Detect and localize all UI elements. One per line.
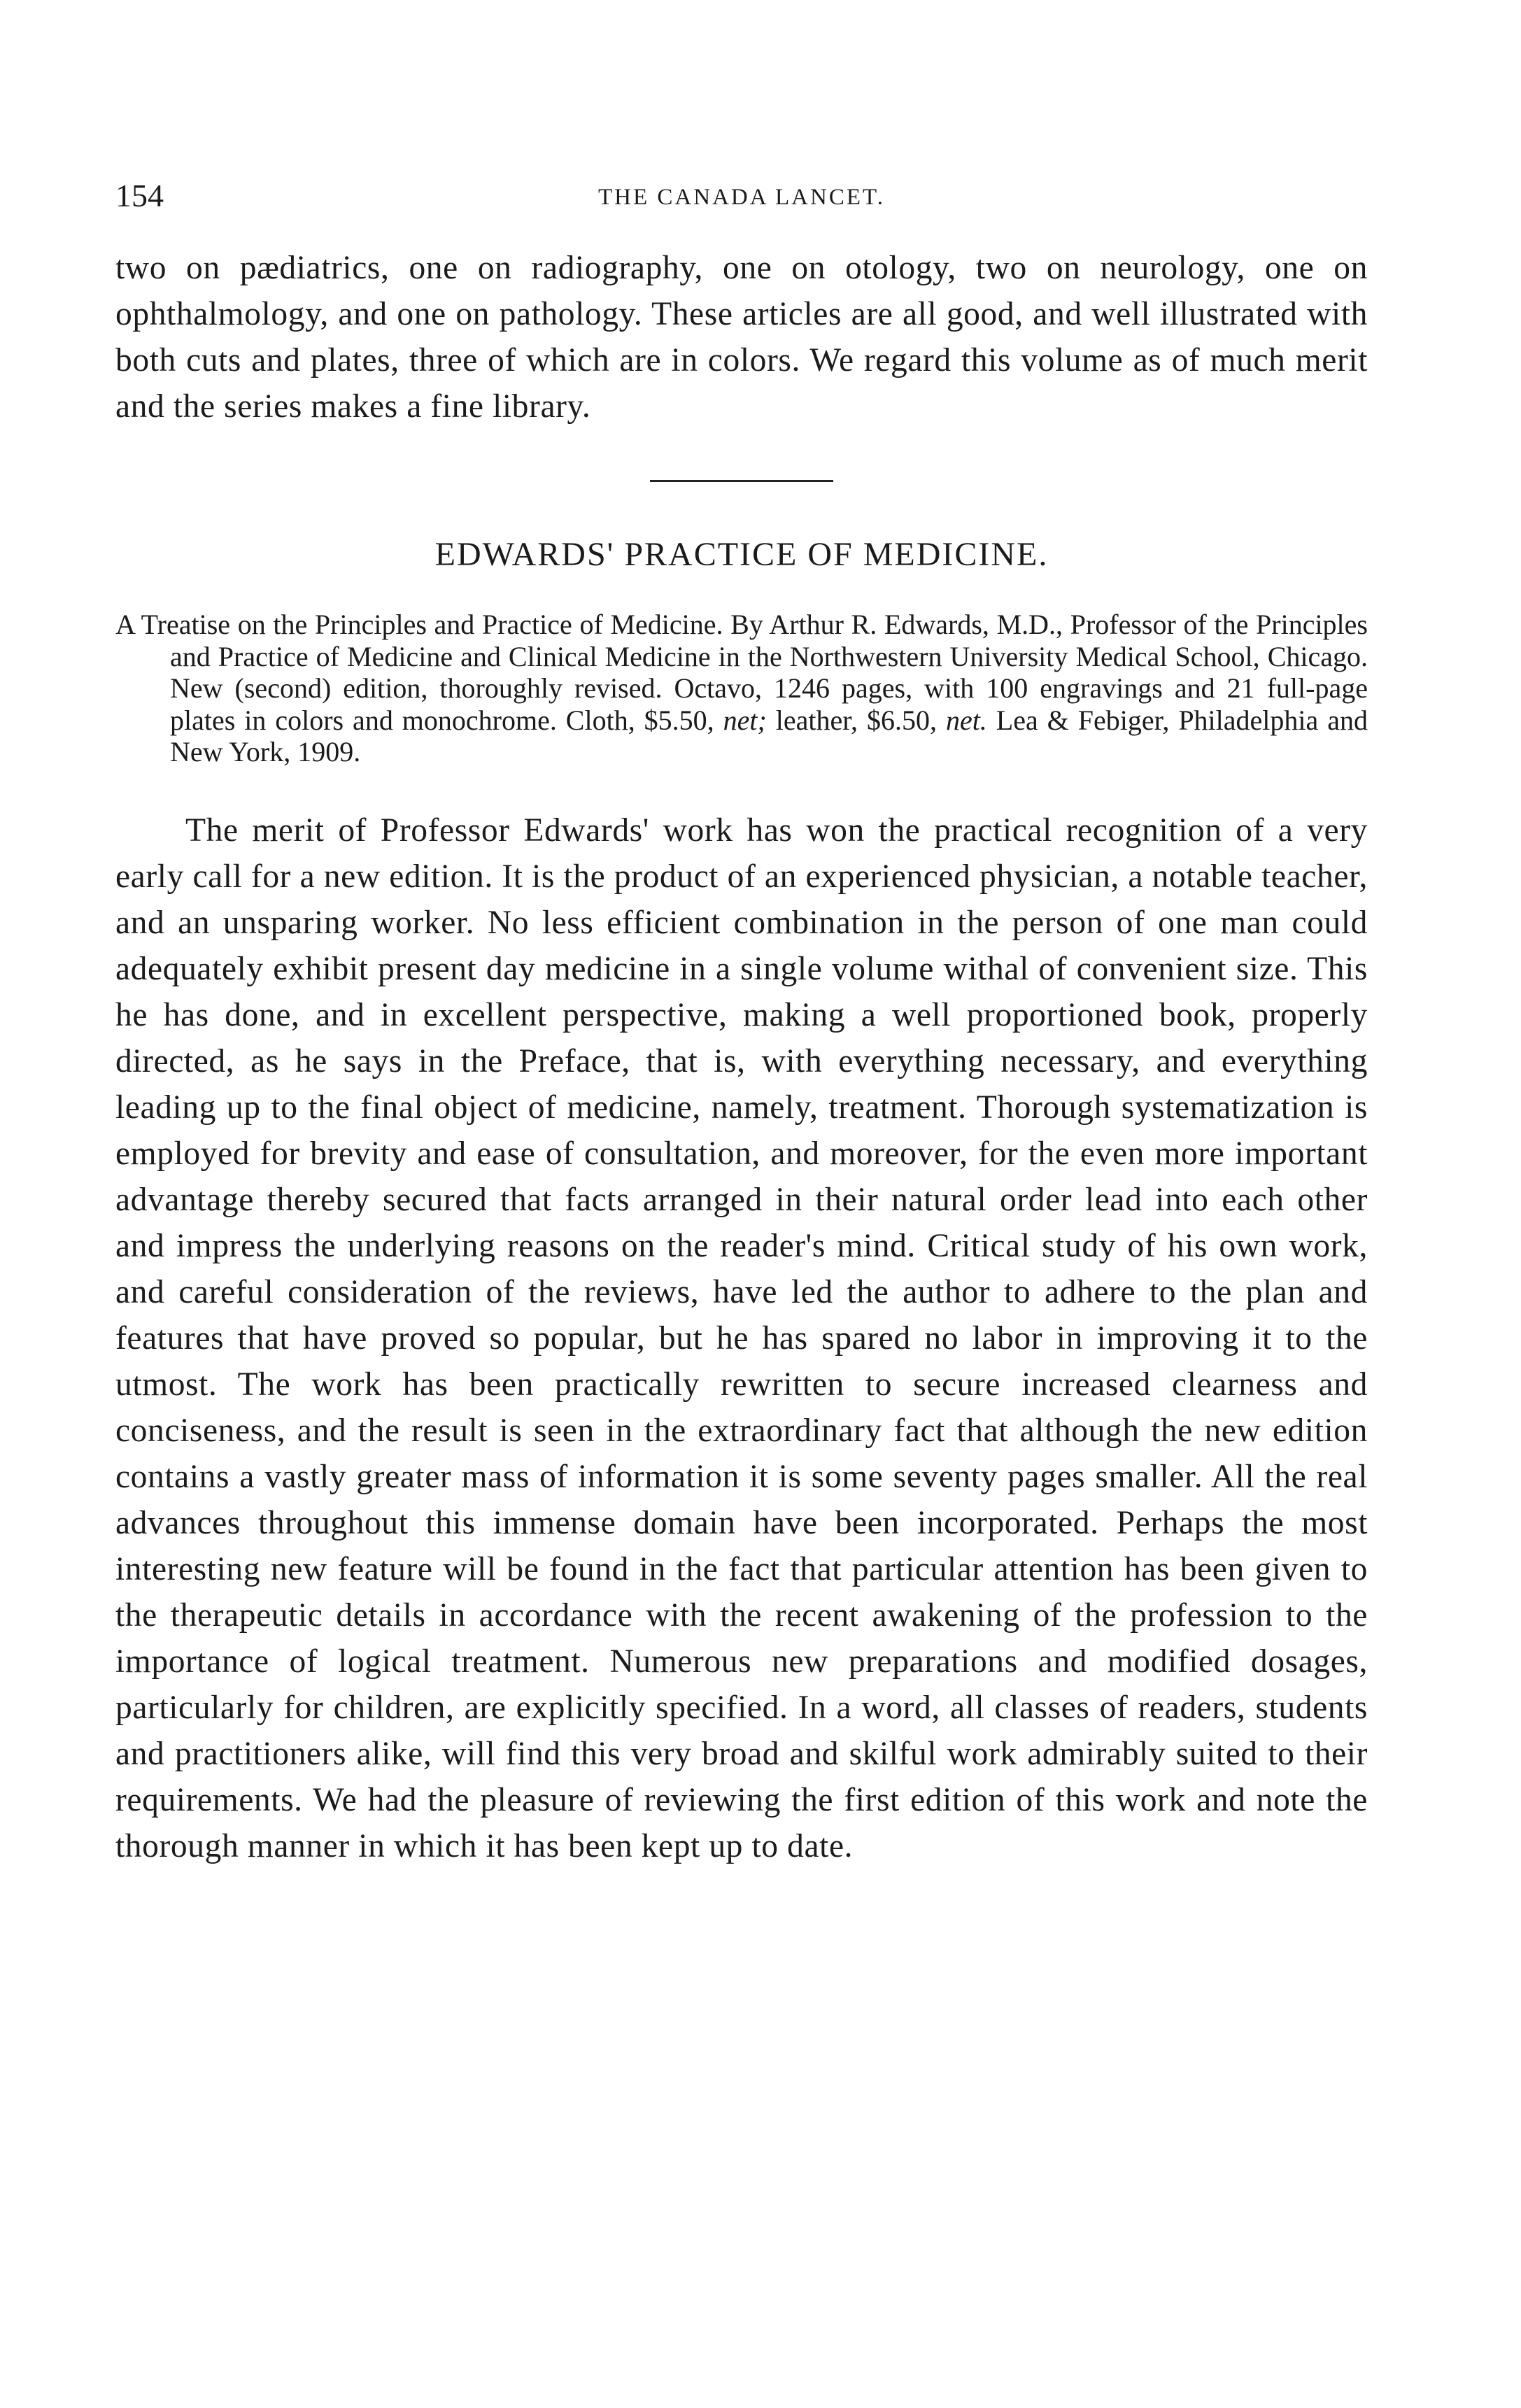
page-number: 154	[115, 178, 164, 213]
page	[115, 175, 1368, 1869]
continued-paragraph: two on pædiatrics, one on radiography, one on otology, two on neurology, one on ophthalmology, and one on pathology. These articles are all good, and well illustrated with both cuts and plates, three of which are in colors. We regard this volume as of much merit and the series makes a fine library.	[115, 250, 1368, 425]
citation-net-1: net;	[723, 704, 767, 736]
citation-text-3: Lea & Febiger, Philadelphia and New York, 1909.	[170, 704, 1368, 767]
section-divider	[650, 480, 833, 482]
book-citation	[115, 609, 1368, 768]
running-head	[115, 175, 1368, 224]
review-paragraph: The merit of Professor Edwards' work has won the practical recognition of a very early call for a new edition. It is the product of an experienced physician, a notable teacher, and an unsparing worker. No less efficient combination in the person of one man could adequately exhibit present day medicine in a single volume withal of convenient size. This he has done, and in excellent perspective, making a well proportioned book, properly directed, as he says in the Preface, that is, with everything necessary, and everything leading up to the final object of medicine, namely, treatment. Thorough systematization is employed for brevity and ease of consultation, and moreover, for the even more important advantage thereby secured that facts arranged in their natural order lead into each other and impress the underlying reasons on the reader's mind. Critical study of his own work, and careful consideration of the reviews, have led the author to adhere to the plan and features that have proved so popular, but he has spared no labor in improving it to the utmost. The work has been practically rewritten to secure increased clearness and conciseness, and the result is seen in the extraordinary fact that although the new edition contains a vastly greater mass of information it is some seventy pages smaller. All the real advances throughout this immense domain have been incorporated. Perhaps the most interesting new feature will be found in the fact that particular attention has been given to the therapeutic details in accordance with the recent awakening of the profession to the importance of logical treatment. Numerous new preparations and modified dosages, particularly for children, are explicitly specified. In a word, all classes of readers, students and practitioners alike, will find this very broad and skilful work admirably suited to their requirements. We had the pleasure of reviewing the first edition of this work and note the thorough manner in which it has been kept up to date.	[115, 812, 1368, 1864]
citation-text-1: A Treatise on the Principles and Practice of Medicine. By Arthur R. Edwards, M.D., Professor of the Principles and Practice of Medicine and Clinical Medicine in the Northwestern University Medical School, Chicago. New (second) edition, thoroughly revised. Octavo, 1246 pages, with 100 engravings and 21 full-page plates in colors and monochrome. Cloth, $5.50,	[115, 609, 1368, 736]
citation-text-2: leather, $6.50,	[775, 704, 937, 736]
section-title: EDWARDS' PRACTICE OF MEDICINE.	[434, 536, 1049, 573]
running-title: THE CANADA LANCET.	[598, 185, 885, 210]
citation-net-2: net.	[945, 704, 987, 736]
